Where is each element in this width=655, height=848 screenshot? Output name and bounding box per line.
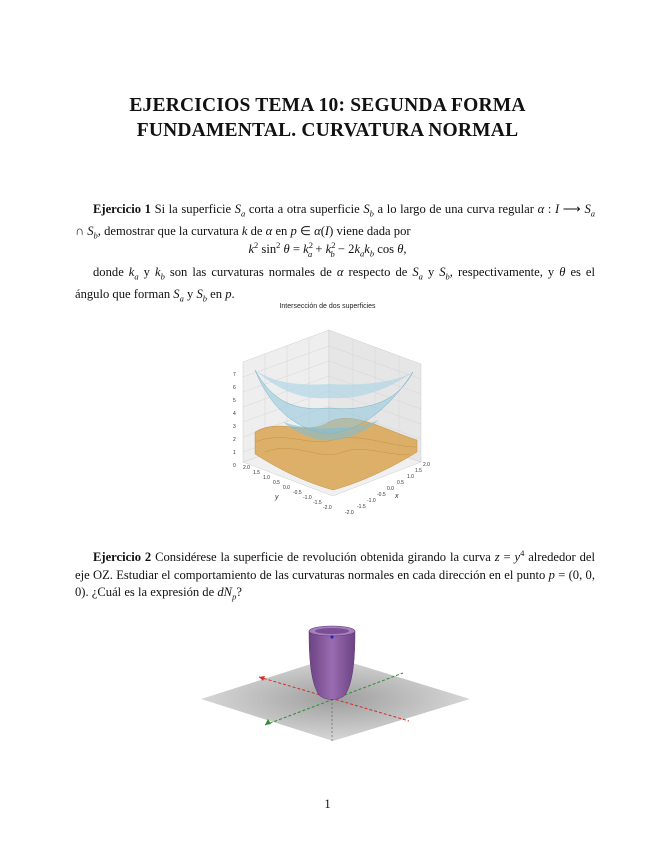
y-tick: 2.0 (243, 465, 250, 471)
page-number: 1 (324, 797, 331, 811)
exercise-1-label: Ejercicio 1 (93, 202, 151, 216)
x-axis-label: x (395, 493, 399, 500)
z-tick: 0 (233, 463, 236, 469)
z-tick: 6 (233, 385, 236, 391)
x-tick: 1.0 (407, 474, 414, 480)
x-tick: 2.0 (423, 462, 430, 468)
x-tick: -1.5 (357, 504, 366, 510)
page-title (0, 93, 655, 143)
x-tick: 1.5 (415, 468, 422, 474)
exercise-2-statement: Ejercicio 2 Considérese la superficie de revolución obtenida girando la curva $z = y^4$ alrededor del eje OZ. Estudiar el comportamiento de las curvaturas normales en cada dirección en el punto p = (0, 0, 0). ¿Cuál es la expresión de $dN_p$? (75, 548, 595, 602)
equation-curvature: $k^2$ $\sin^2 \theta = k^2_a + k^2_b - 2k_ak_b$ cos θ, (248, 240, 407, 259)
figure-1-z-ticks (233, 372, 236, 469)
y-tick: -2.0 (323, 505, 332, 511)
exercise-1-where: donde $k_a$ y $k_b$ son las curvaturas normales de α respecto de $S_a$ y $S_b$, respectivamente, y θ es el ángulo que forman $S_a$ y $S_b$ en p. (75, 265, 596, 304)
exercise-1-statement: Ejercicio 1 Si la superficie $S_a$ corta a otra superficie $S_b$ a lo largo de una curva regular α : I ⟶ $S_a$ ∩ $S_b$, demostrar que la curvatura k de α en p ∈ α(I) viene dada por (75, 202, 595, 241)
y-tick: -1.5 (313, 500, 322, 506)
z-tick: 4 (233, 411, 236, 417)
x-tick: 0.0 (387, 486, 394, 492)
z-tick: 2 (233, 437, 236, 443)
title-line-1: EJERCICIOS TEMA 10: SEGUNDA FORMA (129, 95, 526, 116)
x-tick: -0.5 (377, 492, 386, 498)
y-tick: -0.5 (293, 490, 302, 496)
y-tick: 1.0 (263, 475, 270, 481)
figure-1-title: Intersección de dos superficies (279, 303, 376, 310)
y-tick: 1.5 (253, 470, 260, 476)
y-tick: -1.0 (303, 495, 312, 501)
y-tick: 0.5 (273, 480, 280, 486)
z-tick: 3 (233, 424, 236, 430)
x-tick: 0.5 (397, 480, 404, 486)
x-tick: -2.0 (345, 510, 354, 516)
x-tick: -1.0 (367, 498, 376, 504)
z-tick: 5 (233, 398, 236, 404)
y-tick: 0.0 (283, 485, 290, 491)
exercise-2-label: Ejercicio 2 (93, 550, 152, 565)
z-tick: 1 (233, 450, 236, 456)
title-line-2: FUNDAMENTAL. CURVATURA NORMAL (136, 120, 519, 141)
y-axis-label: y (275, 494, 279, 501)
figure-1-intersection-plot (225, 312, 435, 524)
figure-2-revolution-surface (195, 615, 475, 755)
z-tick: 7 (233, 372, 236, 378)
